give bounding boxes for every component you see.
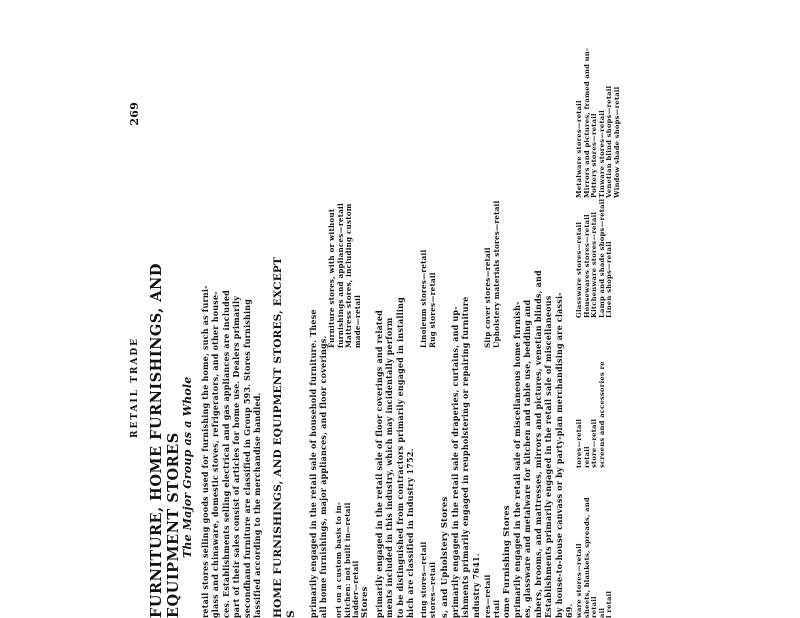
index-entry: rtail — [491, 599, 501, 618]
text-line: all home furnishings, major appliances, and floor coverings. — [318, 335, 329, 618]
index-entry: Pottery stores—retail — [590, 113, 599, 198]
text-line: primarily engaged in the retail sale of household furniture. These — [308, 309, 318, 618]
section-571-heading — [272, 98, 298, 618]
section-5713-index-right — [420, 250, 437, 348]
intro-paragraph — [200, 98, 262, 618]
text-line: lassified according to the merchandise handled. — [252, 392, 263, 618]
section-5719-index-right-2 — [576, 48, 622, 198]
index-entry: Upholstery materials stores—retail — [491, 200, 501, 348]
index-entry: Kitchenware stores—retail — [590, 211, 599, 318]
text-line: 69. — [564, 603, 575, 618]
running-head-title: RETAIL TRADE — [130, 336, 140, 438]
section-5719-index-right — [576, 199, 614, 318]
running-header — [130, 98, 144, 618]
major-group-title — [148, 98, 182, 618]
index-entry: ail — [597, 607, 606, 618]
index-entry: Mirrors and pictures, framed and un- — [582, 48, 591, 198]
section-5719-heading: ome Furnishing Stores — [502, 505, 512, 618]
index-entry: ware stores—retail — [575, 543, 583, 618]
section-heading-line: HOME FURNISHINGS, AND EQUIPMENT STORES, EXCEPT — [272, 256, 284, 618]
section-5714-heading: s, and Upholstery Stores — [440, 496, 450, 618]
text-line: to be distinguished from contractors primarily engaged in installing — [394, 297, 405, 618]
index-entry: made—retail — [352, 294, 362, 348]
page-number: 269 — [128, 102, 141, 126]
index-entry: Mattress stores, including custom — [344, 203, 354, 348]
text-line: ces. Establishments selling electrical and gas appliances are included — [220, 290, 231, 618]
text-line: nbers, brooms, and mattresses, mirrors and pictures, venetian blinds, and — [532, 270, 543, 618]
index-entry: retail — [590, 596, 599, 618]
text-line: primarily engaged in the retail sale of draperies, curtains, and up- — [450, 306, 460, 618]
index-entry: ort on a custom basis to in- — [334, 501, 343, 618]
text-line: by house-to-house canvass or by party-plan merchandising are classi- — [553, 292, 564, 618]
index-entry: Rug stores—retail — [427, 272, 437, 348]
text-line: ishments primarily engaged in reupholstering or repairing furniture — [460, 296, 471, 618]
index-entry: res—retail — [483, 574, 492, 618]
section-571-paragraph — [308, 98, 329, 618]
index-entry: Stores — [359, 586, 370, 618]
text-line: retail stores selling goods used for furnishing the home, such as furni- — [200, 285, 210, 618]
index-entry: ring stores—retail — [419, 541, 428, 618]
text-line: ments included in this industry, which may incidentally perform — [384, 317, 395, 618]
text-line: hich are classified in Industry 1752. — [405, 448, 416, 618]
index-entry: Lamp and shade shops—retail — [597, 198, 606, 318]
index-entry: ladder—retail — [351, 560, 361, 618]
index-entry: tores—retail — [575, 418, 583, 468]
index-entry: Tinware stores—retail — [597, 110, 606, 198]
section-5713-paragraph — [374, 98, 416, 618]
index-entry: sheets, blankets, spreads, and — [582, 497, 591, 618]
index-entry: Housewares stores—retail — [582, 214, 591, 318]
index-entry: screens and accessories re — [597, 361, 606, 468]
section-5714-index-right — [484, 201, 501, 348]
section-5719-index-left — [576, 497, 614, 618]
text-line: ndustry 7641. — [470, 553, 481, 618]
index-entry: Slip cover stores—retail — [483, 247, 492, 348]
index-entry: kitchen: not built in—retail — [342, 502, 352, 618]
section-5714-paragraph — [450, 98, 481, 618]
major-group-subtitle: The Major Group as a Whole — [181, 376, 194, 558]
text-line: secondhand furniture are classified in Group 593. Stores furnishing — [241, 298, 252, 618]
index-entry: Glassware stores—retail — [575, 221, 583, 318]
rotated-scan-content — [128, 48, 621, 618]
index-entry: furnishings and appliances—retail — [335, 203, 345, 348]
section-5719-paragraph — [512, 98, 574, 618]
section-5719-index-left-2 — [576, 361, 606, 468]
title-line-1: FURNITURE, HOME FURNISHINGS, AND — [148, 263, 165, 618]
title-line-2: EQUIPMENT STORES — [165, 432, 182, 618]
index-entry: store—retail — [590, 418, 599, 468]
text-line: glass and chinaware, domestic stoves, refrigerators, and other house- — [210, 291, 221, 618]
text-line: primarily engaged in the retail sale of floor coverings and related — [374, 310, 384, 618]
text-line: part of their sales consist of articles for home use. Dealers primarily — [231, 295, 242, 618]
index-entry: Metalware stores—retail — [575, 100, 583, 198]
section-heading-line: S — [285, 610, 297, 618]
index-entry: l retail — [605, 590, 614, 618]
section-571-index-right — [328, 203, 362, 348]
index-entry: retail — [582, 446, 591, 468]
index-entry: stores—retail — [427, 561, 437, 618]
index-entry: Linoleum stores—retail — [419, 249, 428, 348]
section-5714-index-left — [484, 575, 501, 618]
text-line: primarily engaged in the retail sale of miscellaneous home furnish- — [512, 301, 522, 618]
index-entry: Window shade shops—retail — [612, 86, 621, 198]
text-line: Establishments primarily engaged in the retail sale of miscellaneous — [543, 295, 554, 618]
section-5713-index-left — [420, 542, 437, 618]
index-entry: Venetian blind shops—retail — [605, 85, 614, 198]
section-571-index-left — [335, 502, 369, 618]
index-entry: Linen shops—retail — [605, 241, 614, 318]
index-entry: Furniture stores, with or without — [327, 208, 336, 348]
text-line: es, glassware and metalware for kitchen and table use, bedding and — [522, 299, 533, 618]
